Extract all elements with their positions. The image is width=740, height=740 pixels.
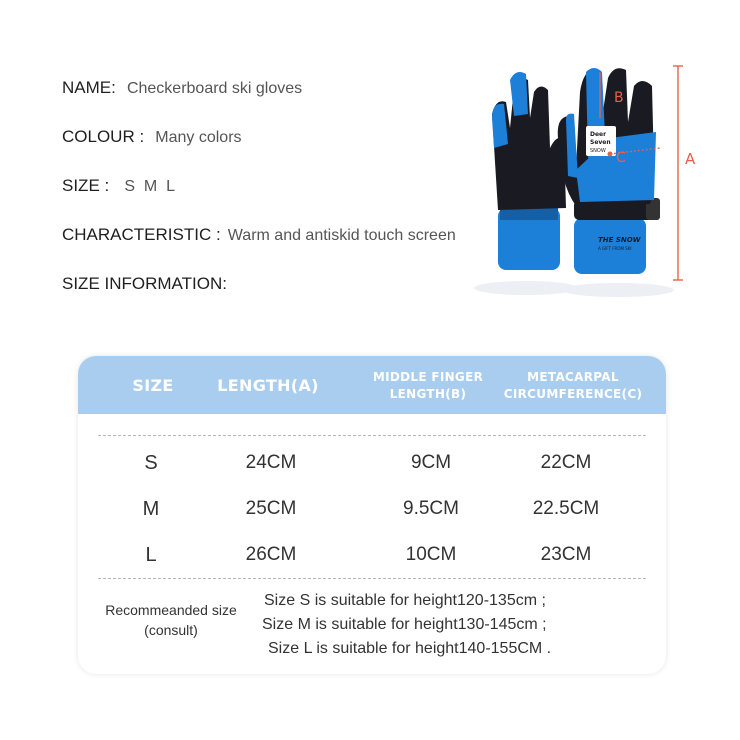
cuff-text-line-2: A GIFT FROM SKI xyxy=(598,246,632,251)
recommended-line-l: Size L is suitable for height140-155CM . xyxy=(268,640,552,657)
glove-product-image xyxy=(470,58,710,308)
divider-top xyxy=(98,435,646,436)
recommended-size-label-line-2: (consult) xyxy=(144,622,198,638)
divider-bottom xyxy=(98,578,646,579)
recommended-size-label xyxy=(96,600,246,640)
spec-colour xyxy=(62,127,242,147)
spec-characteristic-value: Warm and antiskid touch screen xyxy=(227,227,456,244)
header-metacarpal xyxy=(498,369,648,403)
spec-name-value: Checkerboard ski gloves xyxy=(126,80,303,97)
right-glove xyxy=(558,68,660,274)
spec-name xyxy=(62,78,302,98)
recommended-line-m: Size M is suitable for height130-145cm ; xyxy=(262,616,547,633)
marker-b-label: B xyxy=(614,90,624,106)
spec-characteristic xyxy=(62,225,456,245)
row-l-finger: 10CM xyxy=(405,544,457,565)
row-m-finger: 9.5CM xyxy=(403,498,459,519)
header-length: LENGTH(A) xyxy=(217,376,319,395)
brand-tag-line-2: Seven xyxy=(590,139,611,146)
left-glove xyxy=(492,72,566,270)
brand-tag-line-1: Deer xyxy=(590,131,607,138)
row-m-length: 25CM xyxy=(245,498,297,519)
row-s-finger: 9CM xyxy=(410,452,452,473)
header-metacarpal-line-1: METACARPAL xyxy=(527,370,619,384)
spec-colour-value: Many colors xyxy=(155,129,242,146)
row-l-size: L xyxy=(145,544,157,566)
marker-a-label: A xyxy=(685,150,696,168)
spec-size xyxy=(62,176,175,196)
spec-colour-label: COLOUR : xyxy=(62,127,145,146)
recommended-line-s: Size S is suitable for height120-135cm ; xyxy=(264,592,546,609)
row-s-length: 24CM xyxy=(245,452,297,473)
header-middle-finger-line-1: MIDDLE FINGER xyxy=(372,370,484,384)
spec-characteristic-label: CHARACTERISTIC : xyxy=(62,225,221,244)
brand-tag-line-3: SNOW xyxy=(590,148,606,154)
header-middle-finger xyxy=(358,369,498,403)
recommended-size-label-line-1: Recommeanded size xyxy=(105,602,237,618)
spec-size-value: S M L xyxy=(124,178,176,195)
spec-size-information-label: SIZE INFORMATION: xyxy=(62,274,227,293)
spec-size-information xyxy=(62,274,227,294)
cuff-text-line-1: THE SNOW xyxy=(598,236,641,244)
row-m-circ: 22.5CM xyxy=(532,498,600,519)
header-metacarpal-line-2: CIRCUMFERENCE(C) xyxy=(503,387,643,401)
header-size: SIZE xyxy=(132,376,174,395)
marker-c-label: C xyxy=(616,150,626,166)
spec-size-label: SIZE : xyxy=(62,176,110,195)
row-s-circ: 22CM xyxy=(540,452,592,473)
header-middle-finger-line-2: LENGTH(B) xyxy=(389,387,467,401)
row-m-size: M xyxy=(142,498,160,520)
row-s-size: S xyxy=(144,452,158,474)
spec-name-label: NAME: xyxy=(62,78,116,97)
size-table xyxy=(78,356,666,674)
row-l-length: 26CM xyxy=(245,544,297,565)
row-l-circ: 23CM xyxy=(540,544,592,565)
